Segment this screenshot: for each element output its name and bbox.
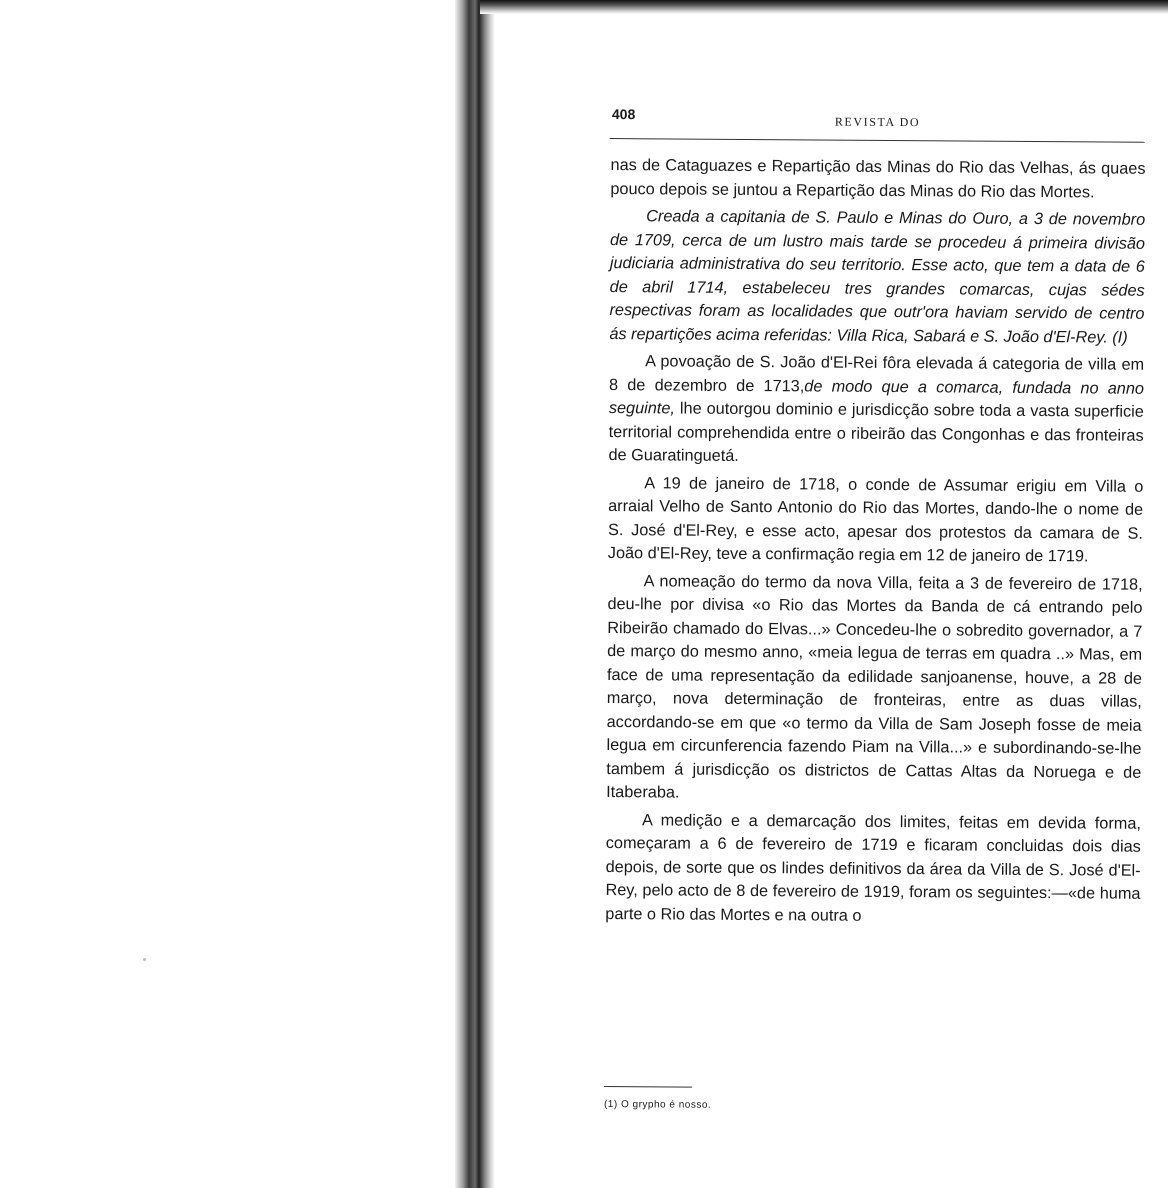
page-body (603, 154, 1146, 1111)
blank-page-speck (143, 958, 146, 961)
paragraph-3-italic-text: de modo que a comarca, fundada no anno seguinte, (608, 376, 1145, 418)
footnote-rule (604, 1086, 692, 1088)
paragraph-6: A medição e a demarcação dos limites, feitas em devida forma, começaram a 6 de fevereiro de 1719 e ficaram concluidas dois dias depois, de sorte que os lindes definitivos da área da Villa de S. José d'El-Rey, pelo acto de 8 de fevereiro de 1919, foram os seguintes:—«de huma parte o Rio das Mortes e na outra o (605, 810, 1142, 925)
paragraph-4: A 19 de janeiro de 1718, o conde de Assumar erigiu em Villa o arraial Velho de Santo Antonio do Rio das Mortes, dando-lhe o nome de S. José d'El-Rey, e esse acto, apesar dos protestos da camara de S. João d'El-Rey, teve a confirmação regia em 12 de janeiro de 1719. (607, 473, 1144, 566)
page-top-edge-shadow (480, 0, 1168, 14)
paragraph-3 (608, 350, 1144, 471)
paragraph-3-text-after: lhe outorgou dominio e jurisdicção sobre toda a vasta superficie territorial comprehendida entre o ribeirão das Congonhas e das fronteiras de Guaratinguetá. (608, 399, 1144, 465)
book-page (603, 100, 1150, 1111)
running-head: REVISTA DO (834, 114, 921, 130)
header-rule (610, 138, 1145, 143)
paragraph-1: nas de Cataguazes e Repartição das Minas do Rio das Velhas, ás quaes pouco depois se juntou a Repartição das Minas do Rio das Mortes. (610, 156, 1146, 201)
paragraph-5: A nomeação do termo da nova Villa, feita a 3 de fevereiro de 1718, deu-lhe por divisa «o Rio das Mortes da Banda de cá entrando pelo Ribeirão chamado do Elvas...» Concedeu-lhe o sobredito governador, a 7 de março do mesmo anno, «meia legua de terras em quadra ..» Mas, em face de uma representação da edilidade sanjoanense, houve, a 28 de março, nova determinação de fronteiras, entre as duas villas, accordando-se em que «o termo da Villa de Sam Joseph fosse de meia legua em circunferencia fazendo Piam na Villa...» e subordinando-se-lhe tambem á jurisdicção os districtos de Cattas Altas da Noruega e de Itaberaba. (606, 571, 1143, 802)
book-binding-gutter (455, 0, 495, 1188)
paragraph-3-text-before: A povoação de S. João d'El-Rei fôra elevada á categoria de villa em 8 de dezembro de 1713, (608, 352, 1145, 395)
page-number: 408 (611, 106, 636, 123)
paragraph-2-italic: Creada a capitania de S. Paulo e Minas do Ouro, a 3 de novembro de 1709, cerca de um lustro mais tarde se procedeu á primeira divisão judiciaria administrativa do seu territorio. Esse acto, que tem a data de 6 de abril 1714, estabeleceu tres grandes comarcas, cujas sédes respectivas foram as localidades que outr'ora haviam servido de centro ás repartições acima referidas: Villa Rica, Sabará e S. João d'El-Rey. (I) (609, 207, 1146, 347)
page-header (605, 100, 1150, 132)
footnote: (1) O grypho é nosso. (603, 1099, 712, 1111)
